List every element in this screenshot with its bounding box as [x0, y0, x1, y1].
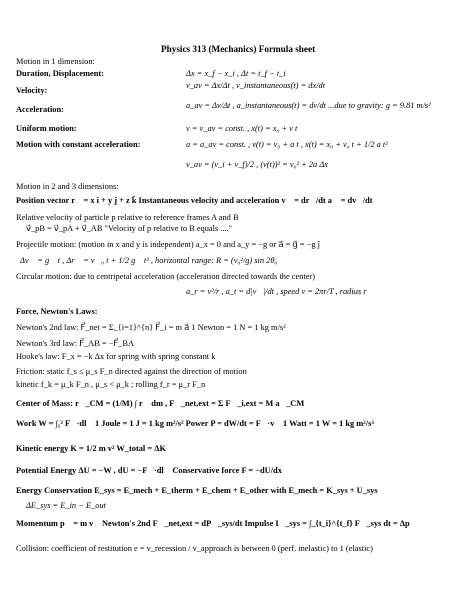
formula-line: Work W = ∫₁² F⃗·dl⃗ 1 Joule = 1 J = 1 kg m²/s² Power P = dW/dt = F⃗·v⃗ 1 Watt = 1 W = 1 kg m²/s³ — [16, 419, 374, 428]
formula-line: v_av = Δx/Δt , v_instantaneous(t) = dx/dt — [186, 81, 326, 90]
formula-line: v⃗_pB = v⃗_pA + v⃗_AB "Velocity of p relative to B equals ...." — [26, 224, 233, 233]
formula-line: Kinetic energy K = 1/2 m v² W_total = ΔK — [16, 444, 166, 453]
formula-line: Newton's 3rd law: F⃗_AB = −F⃗_BA — [16, 339, 135, 348]
formula-line: Energy Conservation E_sys = E_mech + E_therm + E_chem + E_other with E_mech = K_sys + U_sys — [16, 486, 378, 495]
formula-line: Motion in 1 dimension: — [16, 57, 95, 66]
formula-line: Position vector r⃗ = x î + y ĵ + z k̂ Instantaneous velocity and acceleration v⃗ = dr⃗/dt a⃗ = dv⃗/dt — [16, 196, 373, 205]
formula-line: Motion in 2 and 3 dimensions: — [16, 182, 119, 191]
formula-line: Motion with constant acceleration: — [16, 140, 141, 149]
formula-line: Friction: static f_s ≤ μ_s F_n directed against the direction of motion — [16, 367, 247, 376]
formula-line: Δx = x_f − x_i , Δt = t_f − t_i — [186, 69, 286, 78]
formula-line: Newton's 2nd law: F⃗_net = Σ_{i=1}^{n} F⃗_i = m a⃗ 1 Newton = 1 N = 1 kg m/s² — [16, 323, 286, 332]
formula-line: Potential Energy ΔU = −W , dU = −F⃗·dl⃗ Conservative force F = −dU/dx — [16, 466, 282, 475]
formula-line: Δv⃗ = g⃗ t , Δr⃗ = v⃗₀ t + 1/2 g⃗ t² , horizontal range: R = (v₀²/g) sin 2θ₀ — [20, 256, 278, 265]
formula-line: Force, Newton's Laws: — [16, 307, 98, 316]
formula-line: Momentum p⃗ = m v⃗ Newton's 2nd F⃗_net,ext = dP⃗_sys/dt Impulse I⃗_sys = ∫_{t_i}^{t_f} F⃗_sys dt = Δp⃗ — [16, 519, 417, 528]
formula-line: Projectile motion: (motion in x and y is independent) a_x = 0 and a_y = −g or a⃗ = g⃗ = −g ĵ — [16, 240, 320, 249]
formula-line: v = v_av = const. , x(t) = x₀ + v t — [186, 124, 298, 133]
formula-line: a_r = v²/r , a_t = d|v⃗|/dt , speed v = 2πr/T , radius r — [186, 287, 367, 296]
page-title: Physics 313 (Mechanics) Formula sheet — [161, 44, 316, 54]
formula-line: Velocity: — [16, 86, 48, 95]
formula-line: a = a_av = const. , v(t) = v₀ + a t , x(t) = x₀ + v₀ t + 1/2 a t² — [186, 140, 388, 149]
formula-line: Uniform motion: — [16, 124, 77, 133]
formula-line: Hooke's law: F_x = −k Δx for spring with spring constant k — [16, 352, 216, 361]
formula-line: Duration, Displacement: — [16, 69, 104, 78]
formula-line: v_av = (v_i + v_f)/2 , (v(t))² = v₀² + 2a Δx — [186, 160, 328, 169]
formula-line: ΔE_sys = E_in − E_out — [26, 501, 106, 510]
formula-line: a_av = Δv/Δt , a_instantaneous(t) = dv/dt ...due to gravity: g = 9.81 m/s² — [186, 101, 431, 110]
formula-line: Acceleration: — [16, 105, 64, 114]
formula-line: Collision: coefficient of restitution e = v_recession / v_approach is between 0 (perf. inelastic) to 1 (elastic) — [16, 544, 373, 553]
formula-line: Relative velocity of particle p relative to reference frames A and B — [16, 213, 239, 222]
formula-line: Circular motion: due to centripetal acceleration (acceleration directed towards the center) — [16, 272, 316, 281]
formula-line: Center of Mass: r⃗_CM = (1/M) ∫ r⃗ dm , F⃗_net,ext = Σ F⃗_i,ext = M a⃗_CM — [16, 399, 305, 408]
formula-line: kinetic f_k = μ_k F_n , μ_s < μ_k ; rolling f_r = μ_r F_n — [16, 380, 206, 389]
